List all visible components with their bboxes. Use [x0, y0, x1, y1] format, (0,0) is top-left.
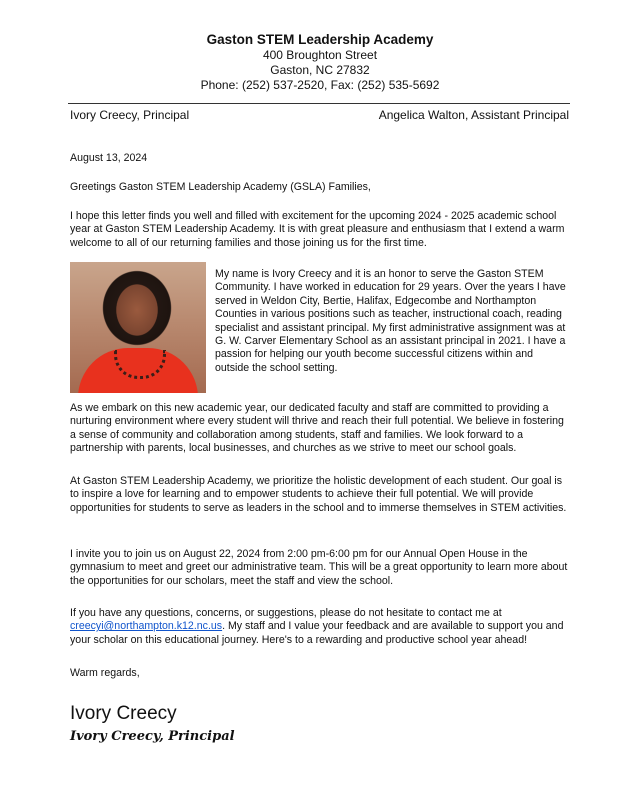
letter-paragraph-5: [70, 607, 570, 647]
school-street: 400 Broughton Street: [262, 48, 378, 62]
letter-date: August 13, 2024: [70, 152, 148, 164]
paragraph-5-tail: . My staff and I value your feedback and are available to support you and your scholar on this educational journey. Here's to a rewarding and productive school year ahead!: [70, 620, 564, 646]
principal-name: Ivory Creecy, Principal: [70, 108, 190, 122]
letter-paragraph-1: I hope this letter finds you well and filled with excitement for the upcoming 2024 - 2025 academic school year at Gaston STEM Leadership Academy. It is with great pleasure and enthusiasm that I extend a warm welcome to all of our returning families and those joining us for the first time.: [70, 210, 565, 249]
letter-paragraph-2: As we embark on this new academic year, our dedicated faculty and staff are committed to providing a nurturing environment where every student will thrive and reach their full potential. We believe in fostering a sense of community and collaboration among students, staff and families. We look forward to a partnership with parents, local businesses, and churches as we strive to meet our school goals.: [70, 402, 564, 455]
assistant-principal-name: Angelica Walton, Assistant Principal: [378, 108, 569, 122]
letter-closing: Warm regards,: [70, 667, 140, 679]
principal-photo: [70, 262, 206, 393]
letter-greeting: Greetings Gaston STEM Leadership Academy (GSLA) Families,: [70, 181, 371, 193]
contact-email-link[interactable]: creecyi@northampton.k12.nc.us: [70, 620, 223, 633]
letterhead-divider: [68, 103, 570, 104]
school-phone-fax: Phone: (252) 537-2520, Fax: (252) 535-5692: [200, 78, 440, 92]
letter-paragraph-3: At Gaston STEM Leadership Academy, we prioritize the holistic development of each student. Our goal is to inspire a love for learning and to empower students to achieve their full potential. We will provide opportunities for students to serve as leaders in the school and to immerse themselves in STEM activities.: [70, 475, 567, 514]
school-name: Gaston STEM Leadership Academy: [206, 32, 434, 47]
paragraph-5-lead: If you have any questions, concerns, or suggestions, please do not hesitate to contact me at: [70, 607, 502, 619]
letterhead: [0, 32, 640, 93]
signature-name: Ivory Creecy: [70, 703, 177, 724]
school-city: Gaston, NC 27832: [270, 63, 370, 77]
letter-paragraph-4: I invite you to join us on August 22, 2024 from 2:00 pm-6:00 pm for our Annual Open House in the gymnasium to meet and greet our administrative team. This will be a great opportunity to learn more about the opportunities for our scholars, meet the staff and view the school.: [70, 548, 568, 587]
signature-script: Ivory Creecy, Principal: [70, 729, 235, 744]
principal-intro-text: My name is Ivory Creecy and it is an honor to serve the Gaston STEM Community. I have worked in education for 29 years. Over the years I have served in Weldon City, Bertie, Halifax, Edgecombe and Northampton Counties in various positions such as teacher, instructional coach, reading specialist and assistant principal. My first administrative assignment was at G. W. Carver Elementary School as an assistant principal in 2021. I have a passion for helping our youth become successful citizens within and outside the school setting.: [215, 268, 566, 374]
